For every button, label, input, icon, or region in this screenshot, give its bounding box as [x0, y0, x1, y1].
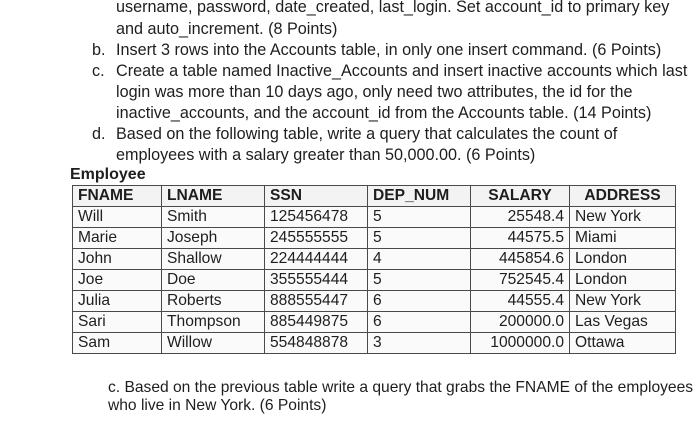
- table-header-row: [73, 186, 676, 207]
- question-c-marker: c.: [92, 62, 105, 80]
- cell-lname: Shallow: [162, 249, 265, 270]
- table-caption: Employee: [70, 166, 146, 183]
- cell-lname: Smith: [162, 207, 265, 228]
- cell-lname: Thompson: [162, 312, 265, 333]
- cell-lname: Willow: [162, 333, 265, 354]
- cell-address: Miami: [570, 228, 676, 249]
- cell-ssn: 224444444: [265, 249, 368, 270]
- cell-ssn: 554848878: [265, 333, 368, 354]
- cell-address: London: [570, 270, 676, 291]
- cell-fname: Joe: [73, 270, 162, 291]
- cell-ssn: 355555444: [265, 270, 368, 291]
- cell-dep-num: 5: [368, 207, 471, 228]
- cell-ssn: 885449875: [265, 312, 368, 333]
- cell-lname: Roberts: [162, 291, 265, 312]
- question-a-text-line-1: username, password, date_created, last_login. Set account_id to primary key: [116, 0, 670, 16]
- table-row: [73, 228, 676, 249]
- header-lname: LNAME: [162, 186, 265, 207]
- footer-question-line-2: who live in New York. (6 Points): [108, 397, 327, 414]
- cell-ssn: 125456478: [265, 207, 368, 228]
- cell-fname: Sari: [73, 312, 162, 333]
- cell-address: London: [570, 249, 676, 270]
- header-dep-num: DEP_NUM: [368, 186, 471, 207]
- cell-salary: 445854.6: [471, 249, 570, 270]
- cell-fname: Julia: [73, 291, 162, 312]
- cell-address: Ottawa: [570, 333, 676, 354]
- cell-salary: 25548.4: [471, 207, 570, 228]
- question-b-marker: b.: [92, 41, 106, 59]
- table-row: [73, 207, 676, 228]
- cell-dep-num: 5: [368, 270, 471, 291]
- question-c-text-line-3: inactive_accounts, and the account_id from the Accounts table. (14 Points): [116, 104, 652, 122]
- table-row: [73, 249, 676, 270]
- cell-lname: Doe: [162, 270, 265, 291]
- cell-lname: Joseph: [162, 228, 265, 249]
- cell-dep-num: 5: [368, 228, 471, 249]
- cell-salary: 44575.5: [471, 228, 570, 249]
- cell-fname: Sam: [73, 333, 162, 354]
- cell-dep-num: 6: [368, 312, 471, 333]
- cell-fname: Marie: [73, 228, 162, 249]
- cell-ssn: 888555447: [265, 291, 368, 312]
- employee-table: [72, 185, 676, 354]
- header-fname: FNAME: [73, 186, 162, 207]
- cell-address: New York: [570, 207, 676, 228]
- table-row: [73, 333, 676, 354]
- table-row: [73, 291, 676, 312]
- table-row: [73, 270, 676, 291]
- question-a-text-line-2: and auto_increment. (8 Points): [116, 20, 338, 38]
- cell-dep-num: 4: [368, 249, 471, 270]
- header-ssn: SSN: [265, 186, 368, 207]
- cell-address: New York: [570, 291, 676, 312]
- cell-fname: John: [73, 249, 162, 270]
- cell-salary: 44555.4: [471, 291, 570, 312]
- question-c-text-line-2: login was more than 10 days ago, only need two attributes, the id for the: [116, 83, 633, 101]
- footer-question-line-1: c. Based on the previous table write a query that grabs the FNAME of the employees: [108, 379, 694, 396]
- question-c-text-line-1: Create a table named Inactive_Accounts and insert inactive accounts which last: [116, 62, 688, 80]
- cell-ssn: 245555555: [265, 228, 368, 249]
- question-d-text-line-2: employees with a salary greater than 50,000.00. (6 Points): [116, 146, 536, 164]
- cell-dep-num: 3: [368, 333, 471, 354]
- question-b-text-line-1: Insert 3 rows into the Accounts table, in only one insert command. (6 Points): [116, 41, 662, 59]
- cell-dep-num: 6: [368, 291, 471, 312]
- cell-salary: 1000000.0: [471, 333, 570, 354]
- question-d-marker: d.: [92, 125, 106, 143]
- cell-fname: Will: [73, 207, 162, 228]
- cell-address: Las Vegas: [570, 312, 676, 333]
- table-row: [73, 312, 676, 333]
- header-address: ADDRESS: [570, 186, 676, 207]
- question-d-text-line-1: Based on the following table, write a query that calculates the count of: [116, 125, 618, 143]
- header-salary: SALARY: [471, 186, 570, 207]
- cell-salary: 752545.4: [471, 270, 570, 291]
- cell-salary: 200000.0: [471, 312, 570, 333]
